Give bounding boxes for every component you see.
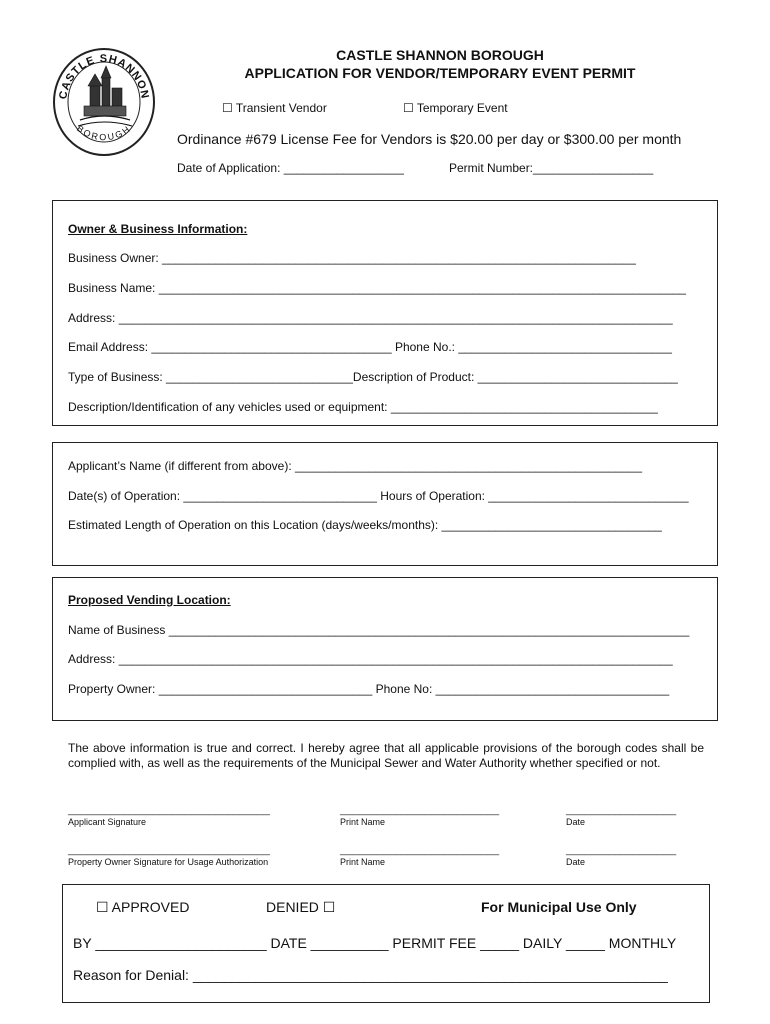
municipal-use-only-label: For Municipal Use Only: [481, 899, 637, 915]
temporary-event-checkbox[interactable]: ☐ Temporary Event: [403, 101, 508, 115]
print-name-label-1: Print Name: [340, 817, 386, 827]
property-owner-phone-field[interactable]: Property Owner: ________________________________ Phone No: ___________________________________: [68, 682, 670, 696]
dates-hours-operation-field[interactable]: Date(s) of Operation: _____________________________ Hours of Operation: ______________________________: [68, 489, 689, 503]
form-title-line1: CASTLE SHANNON BOROUGH: [336, 47, 544, 63]
form-title-line2: APPLICATION FOR VENDOR/TEMPORARY EVENT PERMIT: [244, 65, 636, 81]
owner-section-heading: Owner & Business Information:: [68, 222, 248, 236]
business-name-field[interactable]: Business Name: _______________________________________________________________________________: [68, 281, 686, 295]
type-of-business-field[interactable]: Type of Business: ____________________________Description of Product: ______________________________: [68, 370, 678, 384]
date-line-2[interactable]: __________________: [566, 844, 677, 856]
location-business-name-field[interactable]: Name of Business ______________________________________________________________________________: [68, 623, 690, 637]
permit-number-field[interactable]: Permit Number:__________________: [449, 161, 654, 175]
seal-bottom-text: BOROUGH: [74, 123, 134, 143]
print-name-line-1[interactable]: __________________________: [340, 804, 500, 816]
approved-checkbox[interactable]: ☐ APPROVED: [96, 899, 190, 915]
date-line-1[interactable]: __________________: [566, 804, 677, 816]
email-phone-field[interactable]: Email Address: ____________________________________ Phone No.: ________________________________: [68, 340, 672, 354]
print-name-line-2[interactable]: __________________________: [340, 844, 500, 856]
reason-for-denial-field[interactable]: Reason for Denial: _____________________________________________________________: [73, 967, 668, 983]
property-owner-signature-label: Property Owner Signature for Usage Authorization: [68, 857, 269, 867]
estimated-length-field[interactable]: Estimated Length of Operation on this Location (days/weeks/months): _________________________________: [68, 518, 662, 532]
date-label-2: Date: [566, 857, 586, 867]
applicant-signature-label: Applicant Signature: [68, 817, 147, 827]
date-label-1: Date: [566, 817, 586, 827]
property-owner-signature-line[interactable]: _________________________________: [68, 844, 270, 856]
applicant-signature-line[interactable]: _________________________________: [68, 804, 270, 816]
agreement-text: The above information is true and correct. I hereby agree that all applicable provisions of the borough codes shall be complied with, as well as the requirements of the Municipal Sewer and Water Authority whether specified or not.: [68, 741, 704, 770]
business-owner-field[interactable]: Business Owner: _______________________________________________________________________: [68, 251, 636, 265]
seal-top-text: CASTLE SHANNON: [57, 52, 151, 101]
location-section-heading: Proposed Vending Location:: [68, 593, 231, 607]
ordinance-text: Ordinance #679 License Fee for Vendors is $20.00 per day or $300.00 per month: [177, 131, 682, 147]
transient-vendor-checkbox[interactable]: ☐ Transient Vendor: [222, 101, 327, 115]
owner-address-field[interactable]: Address: ___________________________________________________________________________________: [68, 311, 673, 325]
by-date-fee-row[interactable]: BY ______________________ DATE __________ PERMIT FEE _____ DAILY _____ MONTHLY: [73, 935, 677, 951]
svg-text:BOROUGH: [75, 123, 133, 142]
date-of-application-field[interactable]: Date of Application: __________________: [177, 161, 404, 175]
vehicles-description-field[interactable]: Description/Identification of any vehicles used or equipment: ________________________________________: [68, 400, 658, 414]
applicant-name-field[interactable]: Applicant’s Name (if different from above): ____________________________________________________: [68, 459, 643, 473]
location-address-field[interactable]: Address: ___________________________________________________________________________________: [68, 652, 673, 666]
denied-checkbox[interactable]: DENIED ☐: [266, 899, 336, 915]
print-name-label-2: Print Name: [340, 857, 386, 867]
